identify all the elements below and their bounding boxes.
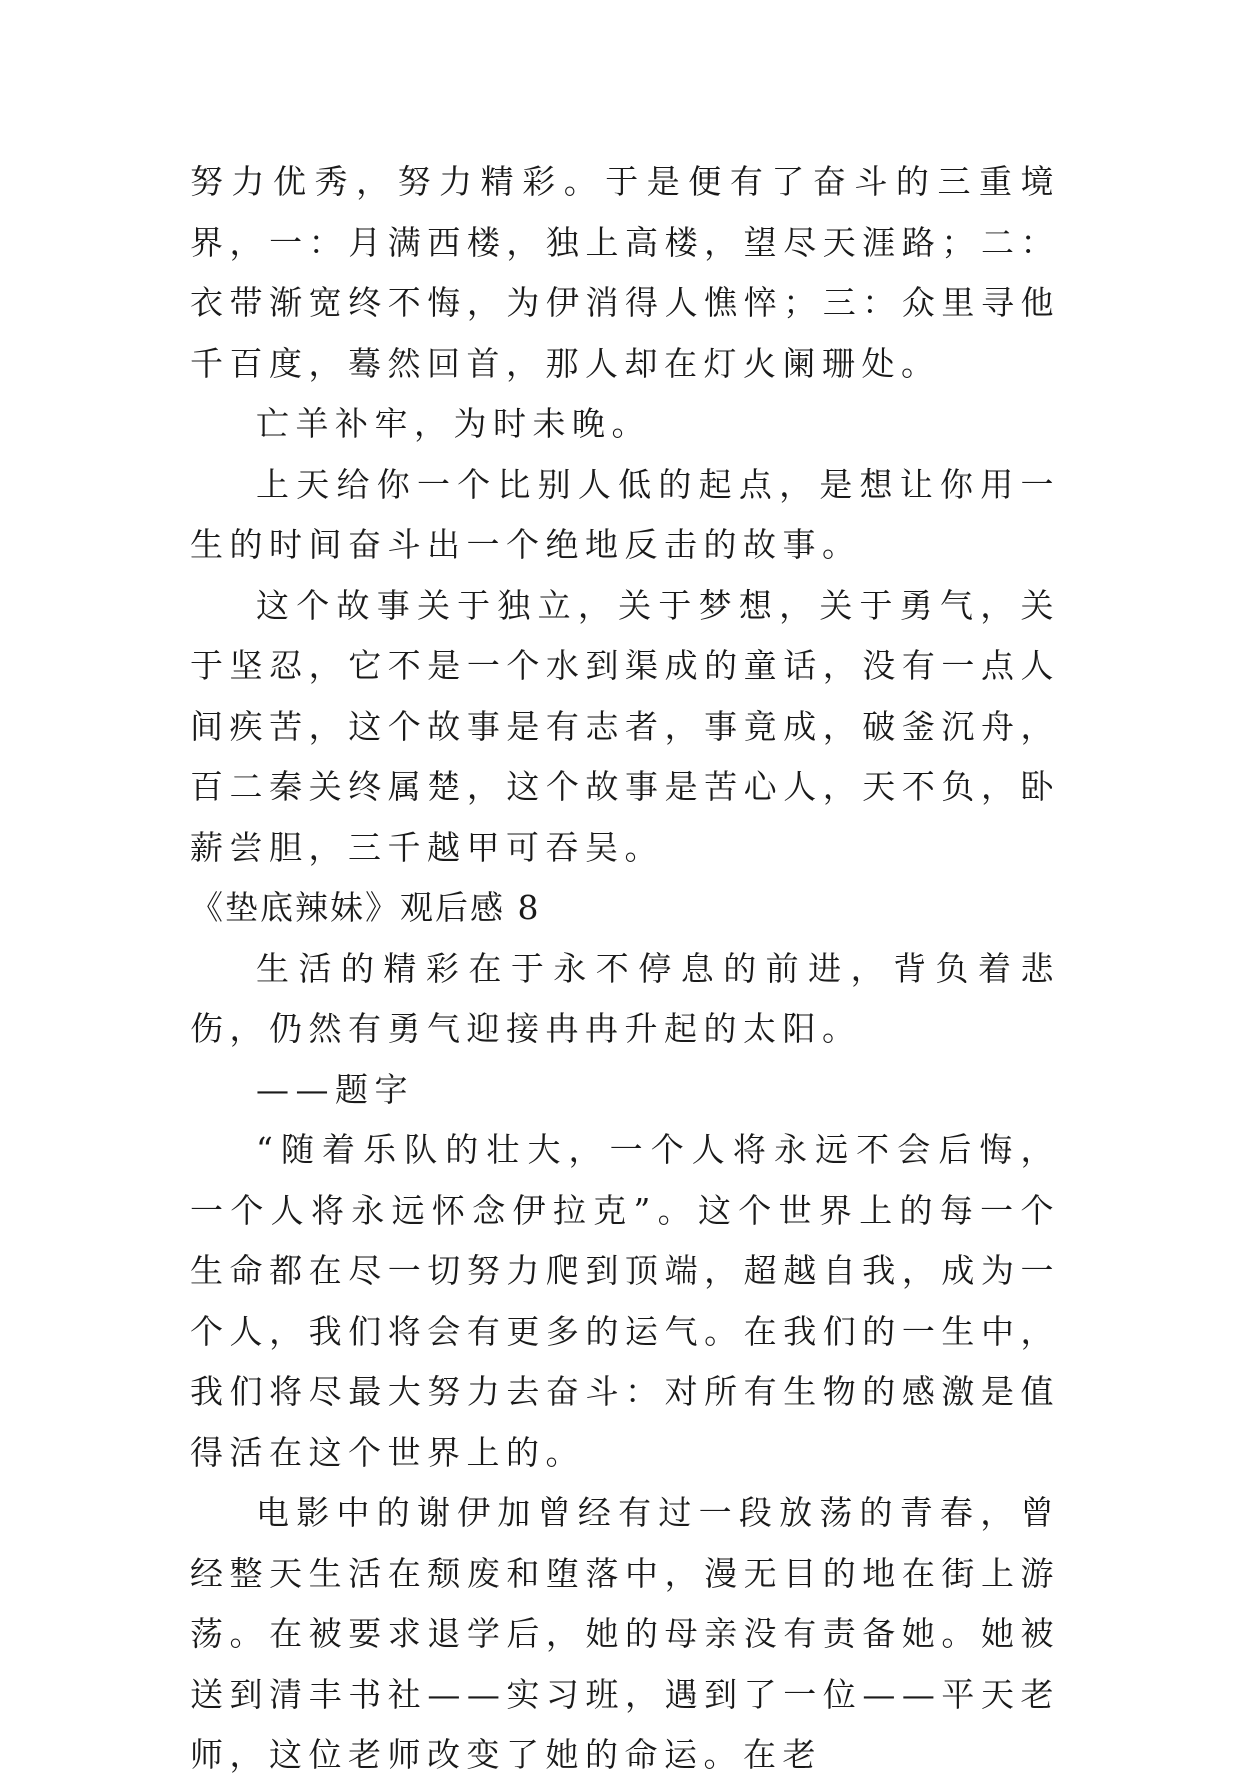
document-body: [190, 152, 1060, 1786]
inscription-line: ——题字: [256, 1069, 414, 1109]
paragraph: 生活的精彩在于永不停息的前进，背负着悲伤，仍然有勇气迎接冉冉升起的太阳。: [190, 948, 1060, 1048]
paragraph: “随着乐队的壮大，一个人将永远不会后悔，一个人将永远怀念伊拉克”。这个世界上的每一个生命都在尽一切努力爬到顶端，超越自我，成为一个人，我们将会有更多的运气。在我们的一生中，我们将尽最大努力去奋斗：对所有生物的感激是值得活在这个世界上的。: [190, 1130, 1060, 1472]
paragraph: 电影中的谢伊加曾经有过一段放荡的青春，曾经整天生活在颓废和堕落中，漫无目的地在街上游荡。在被要求退学后，她的母亲没有责备她。她被送到清丰书社——实习班，遇到了一位——平天老师，这位老师改变了她的命运。在老: [190, 1493, 1060, 1774]
paragraph: 亡羊补牢，为时未晚。: [256, 404, 651, 443]
section-heading: 《垫底辣妹》观后感 8: [190, 888, 541, 927]
paragraph: 努力优秀，努力精彩。于是便有了奋斗的三重境界，一：月满西楼，独上高楼，望尽天涯路；二：衣带渐宽终不悔，为伊消得人憔悴；三：众里寻他千百度，蓦然回首，那人却在灯火阑珊处。: [190, 162, 1060, 383]
paragraph: 这个故事关于独立，关于梦想，关于勇气，关于坚忍，它不是一个水到渠成的童话，没有一点人间疾苦，这个故事是有志者，事竟成，破釜沉舟，百二秦关终属楚，这个故事是苦心人，天不负，卧薪尝胆，三千越甲可吞吴。: [190, 585, 1060, 867]
paragraph: 上天给你一个比别人低的起点，是想让你用一生的时间奋斗出一个绝地反击的故事。: [190, 464, 1060, 564]
